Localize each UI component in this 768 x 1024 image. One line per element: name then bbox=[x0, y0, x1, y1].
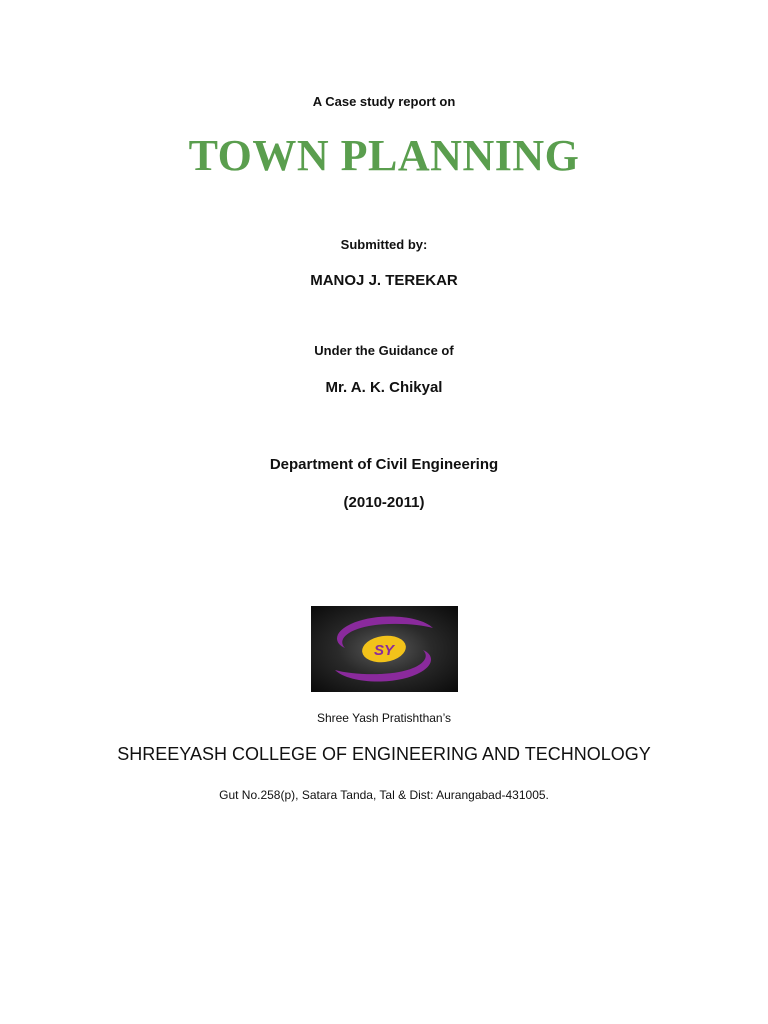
guidance-label: Under the Guidance of bbox=[314, 343, 454, 358]
report-title: TOWN PLANNING bbox=[188, 131, 580, 180]
academic-year: (2010-2011) bbox=[343, 494, 425, 511]
author-name: MANOJ J. TEREKAR bbox=[310, 272, 458, 289]
guide-name: Mr. A. K. Chikyal bbox=[325, 379, 443, 396]
trust-name: Shree Yash Pratishthan’s bbox=[316, 711, 452, 725]
college-logo-icon bbox=[311, 606, 458, 692]
department-name: Department of Civil Engineering bbox=[269, 456, 499, 473]
submitted-by-label: Submitted by: bbox=[340, 237, 428, 252]
college-address: Gut No.258(p), Satara Tanda, Tal & Dist: Aurangabad-431005. bbox=[219, 788, 549, 802]
college-logo bbox=[311, 606, 458, 692]
logo-initials: SY bbox=[373, 642, 395, 659]
report-intro: A Case study report on bbox=[312, 94, 456, 109]
college-name: SHREEYASH COLLEGE OF ENGINEERING AND TECHNOLOGY bbox=[117, 744, 651, 764]
